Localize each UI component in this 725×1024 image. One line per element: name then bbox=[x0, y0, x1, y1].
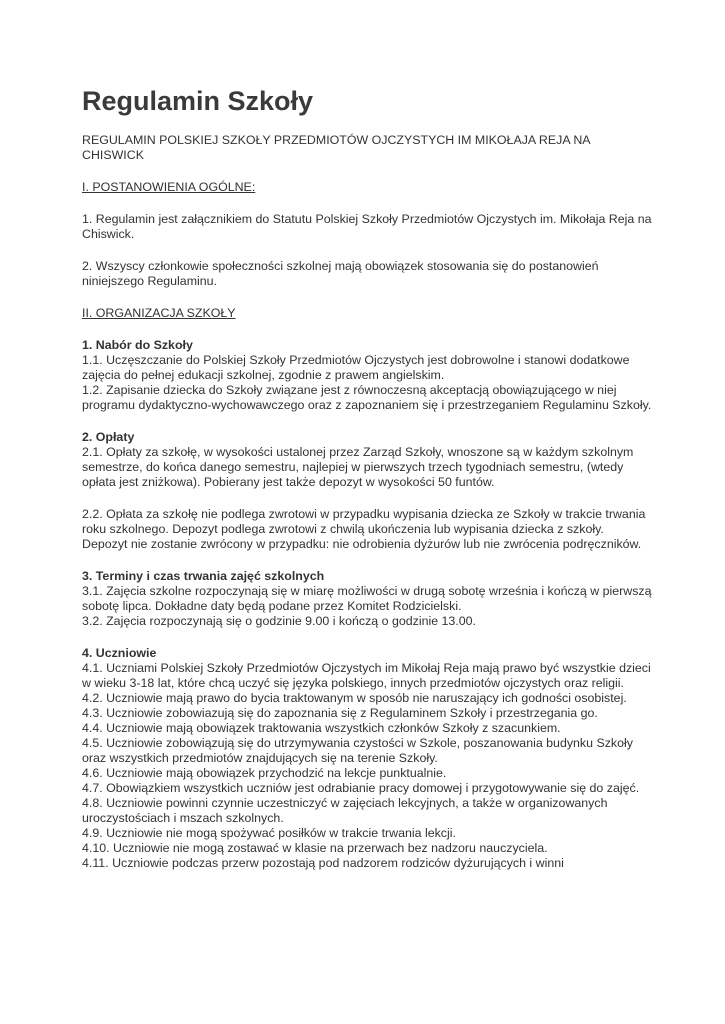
paragraph: 2.2. Opłata za szkołę nie podlega zwrotowi w przypadku wypisania dziecka ze Szkoły w trakcie trwania roku szkolnego. Depozyt podlega zwrotowi z chwilą ukończenia lub wypisania dziecka z szkoły. Depozyt nie zostanie zwrócony w przypadku: nie odrobienia dyżurów lub nie zwrócenia podręczników. bbox=[82, 507, 646, 551]
section-heading-general: I. POSTANOWIENIA OGÓLNE: bbox=[82, 180, 256, 194]
list-item: 2.1. Opłaty za szkołę, w wysokości ustalonej przez Zarząd Szkoły, wnoszone są w każdym szkolnym semestrze, do końca danego semestru, najlepiej w pierwszych trzech tygodniach semestru, (wtedy opłata jest zniżkowa). Pobierany jest także depozyt w wysokości 50 funtów. bbox=[82, 445, 634, 489]
list-item: 4.6. Uczniowie mają obowiązek przychodzić na lekcje punktualnie. bbox=[82, 766, 447, 780]
section-heading-organization: II. ORGANIZACJA SZKOŁY bbox=[82, 306, 236, 320]
document-page bbox=[82, 84, 652, 888]
list-item: 4.3. Uczniowie zobowiazują się do zapoznania się z Regulaminem Szkoły i przestrzegania go. bbox=[82, 706, 598, 720]
document-subtitle: REGULAMIN POLSKIEJ SZKOŁY PRZEDMIOTÓW OJCZYSTYCH IM MIKOŁAJA REJA NA CHISWICK bbox=[82, 133, 590, 162]
list-item: 4.4. Uczniowie mają obowiązek traktowania wszystkich członków Szkoły z szacunkiem. bbox=[82, 721, 561, 735]
list-item: 1.2. Zapisanie dziecka do Szkoły związane jest z równoczesną akceptacją obowiązującego w niej programu dydaktyczno-wychowawczego oraz z zapoznaniem się i przestrzeganiem Regulaminu Szkoły. bbox=[82, 383, 652, 412]
subsection-heading: 3. Terminy i czas trwania zajęć szkolnych bbox=[82, 569, 325, 583]
subsection-heading: 2. Opłaty bbox=[82, 430, 135, 444]
list-item: 4.8. Uczniowie powinni czynnie uczestniczyć w zajęciach lekcyjnych, a także w organizowanych uroczystościach i mszach szkolnych. bbox=[82, 796, 608, 825]
list-item: 3.1. Zajęcia szkolne rozpoczynają się w miarę możliwości w drugą sobotę września i kończą w pierwszą sobotę lipca. Dokładne daty będą podane przez Komitet Rodzicielski. bbox=[82, 584, 652, 613]
paragraph: 1. Regulamin jest załącznikiem do Statutu Polskiej Szkoły Przedmiotów Ojczystych im. Mikołaja Reja na Chiswick. bbox=[82, 212, 652, 241]
subsection-heading: 4. Uczniowie bbox=[82, 646, 157, 660]
subsection-heading: 1. Nabór do Szkoły bbox=[82, 338, 193, 352]
list-item: 4.2. Uczniowie mają prawo do bycia traktowanym w sposób nie naruszający ich godności osobistej. bbox=[82, 691, 627, 705]
paragraph: 2. Wszyscy członkowie społeczności szkolnej mają obowiązek stosowania się do postanowień niniejszego Regulaminu. bbox=[82, 259, 599, 288]
list-item: 4.11. Uczniowie podczas przerw pozostają pod nadzorem rodziców dyżurujących i winni bbox=[82, 856, 564, 870]
list-item: 4.10. Uczniowie nie mogą zostawać w klasie na przerwach bez nadzoru nauczyciela. bbox=[82, 841, 548, 855]
subsection-schedule bbox=[82, 569, 652, 629]
subsection-enrollment bbox=[82, 338, 652, 413]
subsection-fees bbox=[82, 430, 652, 490]
list-item: 1.1. Uczęszczanie do Polskiej Szkoły Przedmiotów Ojczystych jest dobrowolne i stanowi dodatkowe zajęcia do pełnej edukacji szkolnej, zgodnie z prawem angielskim. bbox=[82, 353, 630, 382]
list-item: 3.2. Zajęcia rozpoczynają się o godzinie 9.00 i kończą o godzinie 13.00. bbox=[82, 614, 476, 628]
list-item: 4.7. Obowiązkiem wszystkich uczniów jest odrabianie pracy domowej i przygotowywanie się do zajęć. bbox=[82, 781, 640, 795]
subsection-students bbox=[82, 646, 652, 871]
list-item: 4.5. Uczniowie zobowiązują się do utrzymywania czystości w Szkole, poszanowania budynku Szkoły oraz wszystkich przedmiotów znajdujących się na terenie Szkoły. bbox=[82, 736, 633, 765]
list-item: 4.9. Uczniowie nie mogą spożywać posiłków w trakcie trwania lekcji. bbox=[82, 826, 456, 840]
page-title: Regulamin Szkoły bbox=[82, 86, 314, 116]
list-item: 4.1. Uczniami Polskiej Szkoły Przedmiotów Ojczystych im Mikołaj Reja mają prawo być wszystkie dzieci w wieku 3-18 lat, które chcą uczyć się języka polskiego, innych przedmiotów ojczystych oraz religii. bbox=[82, 661, 651, 690]
